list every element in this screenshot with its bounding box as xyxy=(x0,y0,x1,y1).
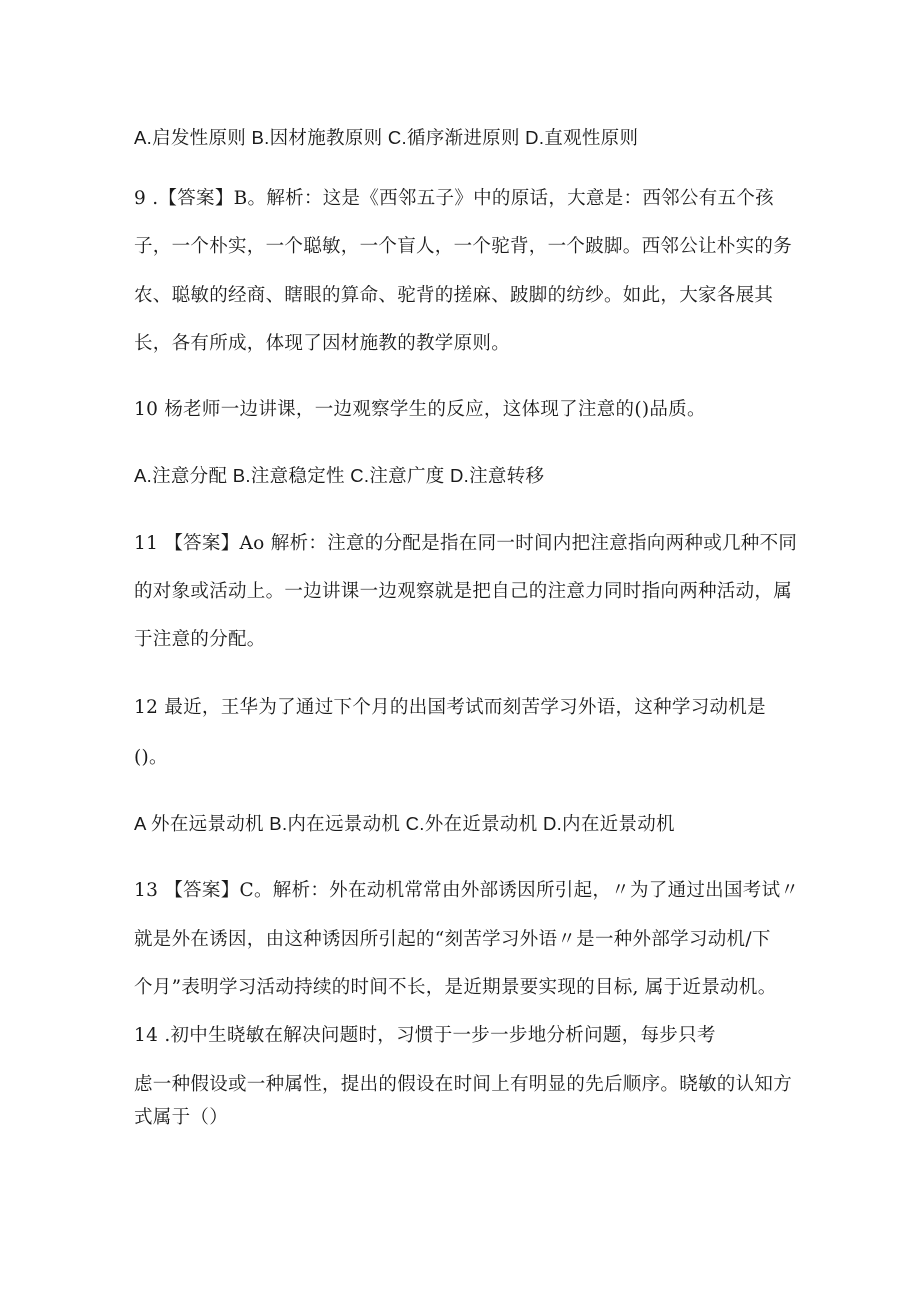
q12-question-line-2: ()。 xyxy=(134,747,168,768)
q12-question-line-1: 12 最近，王华为了通过下个月的出国考试而刻苦学习外语，这种学习动机是 xyxy=(134,697,766,718)
q13-answer-line-3: 个月”表明学习活动持续的时间不长，是近期景要实现的目标, 属于近景动机。 xyxy=(134,977,777,998)
q11-answer-line-3: 于注意的分配。 xyxy=(134,629,266,650)
q12-options: A 外在远景动机 B.内在远景动机 C.外在近景动机 D.内在近景动机 xyxy=(134,813,675,834)
q14-question-line-2: 虑一种假设或一种属性，提出的假设在时间上有明显的先后顺序。晓敏的认知方 xyxy=(134,1074,793,1095)
q8-options: A.启发性原则 B.因材施教原则 C.循序渐进原则 D.直观性原则 xyxy=(134,127,639,148)
q14-question-line-3: 式属于（） xyxy=(134,1107,229,1128)
q13-answer-line-2: 就是外在诱因，由这种诱因所引起的“刻苦学习外语〃是一种外部学习动机/下 xyxy=(134,929,771,950)
q11-answer-line-1: 11 【答案】Ao 解析：注意的分配是指在同一时间内把注意指向两种或几种不同 xyxy=(134,533,798,554)
q13-answer-line-1: 13 【答案】C。解析：外在动机常常由外部诱因所引起，〃为了通过出国考试〃 xyxy=(134,880,800,901)
q11-answer-line-2: 的对象或活动上。一边讲课一边观察就是把自己的注意力同时指向两种活动，属 xyxy=(134,581,793,602)
q10-question: 10 杨老师一边讲课，一边观察学生的反应，这体现了注意的()品质。 xyxy=(134,399,706,420)
q9-answer-line-2: 子，一个朴实，一个聪敏，一个盲人，一个驼背，一个跛脚。西邻公让朴实的务 xyxy=(134,236,793,257)
q9-answer-line-4: 长，各有所成，体现了因材施教的教学原则。 xyxy=(134,333,511,354)
q9-answer-line-1: 9 .【答案】B。解析：这是《西邻五子》中的原话，大意是：西邻公有五个孩 xyxy=(134,188,774,209)
q14-question-line-1: 14 .初中生晓敏在解决问题时，习惯于一步一步地分析问题，每步只考 xyxy=(134,1025,716,1046)
q10-options: A.注意分配 B.注意稳定性 C.注意广度 D.注意转移 xyxy=(134,465,545,486)
q9-answer-line-3: 农、聪敏的经商、瞎眼的算命、驼背的搓麻、跛脚的纺纱。如此，大家各展其 xyxy=(134,285,774,306)
